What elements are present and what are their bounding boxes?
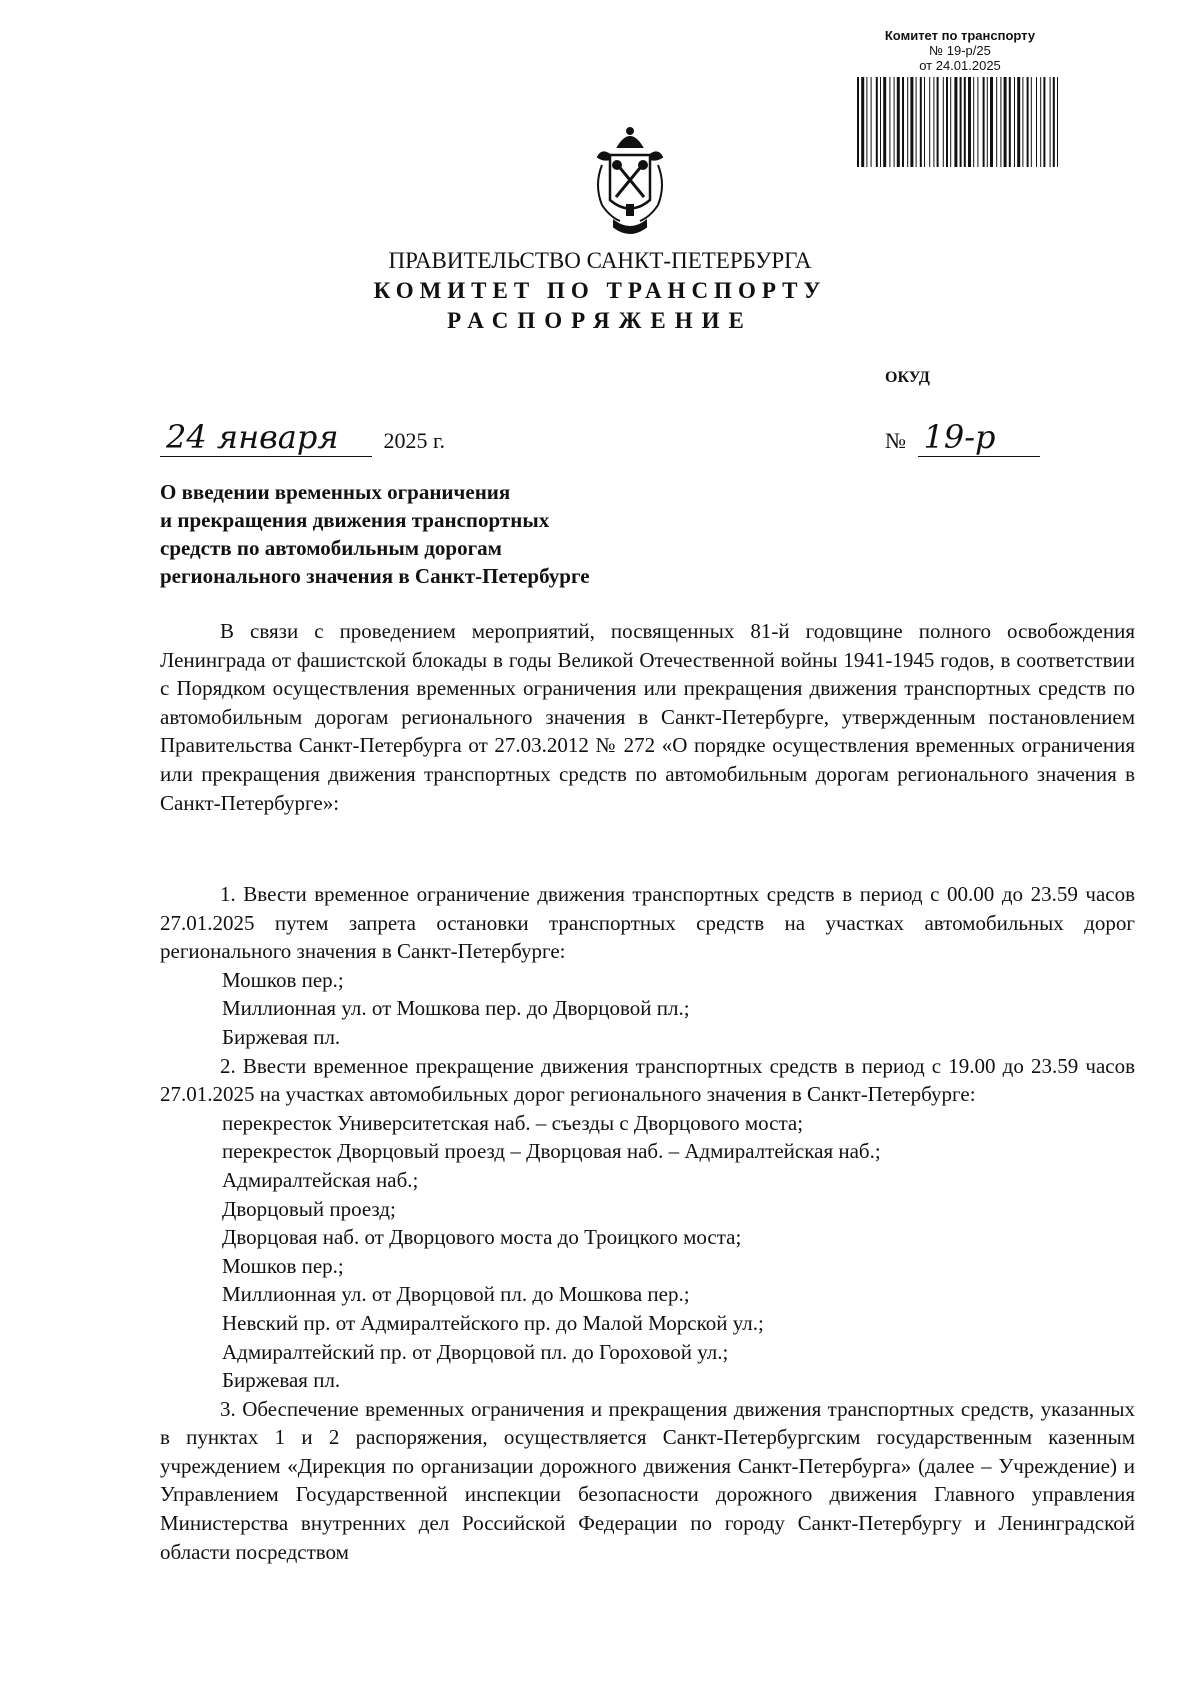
date-year: 2025 г. xyxy=(383,428,446,453)
point-2-text: 2. Ввести временное прекращение движения транспортных средств в период с 19.00 до 23.59 часов 27.01.2025 на участках автомобильных дорог регионального значения в Санкт-Петербурге: xyxy=(160,1053,1135,1107)
point-1-item: Биржевая пл. xyxy=(222,1024,341,1049)
subject-line: О введении временных ограничения xyxy=(160,480,511,504)
point-2-item: Миллионная ул. от Дворцовой пл. до Мошкова пер.; xyxy=(222,1282,690,1307)
point-2-item: Дворцовая наб. от Дворцового моста до Троицкого моста; xyxy=(222,1225,742,1250)
document-number xyxy=(885,418,1046,457)
point-2-item: Адмиралтейская наб.; xyxy=(222,1167,419,1192)
document-subject xyxy=(160,478,590,590)
stamp-org: Комитет по транспорту xyxy=(884,28,1036,43)
point-2-item: Адмиралтейский пр. от Дворцовой пл. до Гороховой ул.; xyxy=(222,1339,729,1364)
subject-line: средств по автомобильным дорогам xyxy=(160,536,502,560)
government-title: ПРАВИТЕЛЬСТВО САНКТ-ПЕТЕРБУРГА xyxy=(388,248,812,273)
coat-of-arms-icon xyxy=(580,125,680,240)
subject-line: и прекращения движения транспортных xyxy=(160,508,550,532)
handwritten-number: 19-р xyxy=(918,418,1040,457)
committee-title: КОМИТЕТ ПО ТРАНСПОРТУ xyxy=(373,278,827,303)
point-2-item: перекресток Университетская наб. – съезды с Дворцового моста; xyxy=(222,1110,804,1135)
okud-label: ОКУД xyxy=(885,369,930,386)
point-1-text: 1. Ввести временное ограничение движения транспортных средств в период с 00.00 до 23.59 часов 27.01.2025 путем запрета остановки транспортных средств на участках автомобильных дорог регионального значения в Санкт-Петербурге: xyxy=(160,882,1135,964)
point-1-item: Миллионная ул. от Мошкова пер. до Дворцовой пл.; xyxy=(222,996,690,1021)
handwritten-date: 24 января xyxy=(160,418,372,457)
registration-stamp xyxy=(850,28,1070,167)
stamp-date: от 24.01.2025 xyxy=(919,58,1001,73)
document-date xyxy=(160,418,445,457)
point-1-item: Мошков пер.; xyxy=(222,967,344,992)
point-2-item: Невский пр. от Адмиралтейского пр. до Малой Морской ул.; xyxy=(222,1310,764,1335)
point-2-item: перекресток Дворцовый проезд – Дворцовая наб. – Адмиралтейская наб.; xyxy=(222,1139,881,1164)
stamp-number: № 19-р/25 xyxy=(929,43,991,58)
barcode-icon xyxy=(855,77,1065,167)
preamble xyxy=(160,617,1135,817)
preamble-text: В связи с проведением мероприятий, посвященных 81-й годовщине полного освобождения Ленинграда от фашистской блокады в годы Великой Отечественной войны 1941-1945 годов, в соответствии с Порядком осуществления временных ограничения или прекращения движения транспортных средств по автомобильным дорогам регионального значения в Санкт-Петербурге, утвержденным постановлением Правительства Санкт-Петербурга от 27.03.2012 № 272 «О порядке осуществления временных ограничения или прекращения движения транспортных средств по автомобильным дорогам регионального значения в Санкт-Петербурге»: xyxy=(160,619,1135,815)
number-label: № xyxy=(885,428,906,453)
order-points xyxy=(160,880,1135,1566)
point-3-text: 3. Обеспечение временных ограничения и прекращения движения транспортных средств, указанных в пунктах 1 и 2 распоряжения, осуществляется Санкт-Петербургским государственным казенным учреждением «Дирекция по организации дорожного движения Санкт-Петербурга» (далее – Учреждение) и Управлением Государственной инспекции безопасности дорожного движения Главного управления Министерства внутренних дел Российской Федерации по городу Санкт-Петербургу и Ленинградской области посредством xyxy=(160,1396,1135,1564)
subject-line: регионального значения в Санкт-Петербурге xyxy=(160,564,590,588)
point-2-item: Дворцовый проезд; xyxy=(222,1196,396,1221)
point-2-item: Мошков пер.; xyxy=(222,1253,344,1278)
document-type-title: РАСПОРЯЖЕНИЕ xyxy=(447,308,753,333)
point-2-item: Биржевая пл. xyxy=(222,1368,341,1393)
